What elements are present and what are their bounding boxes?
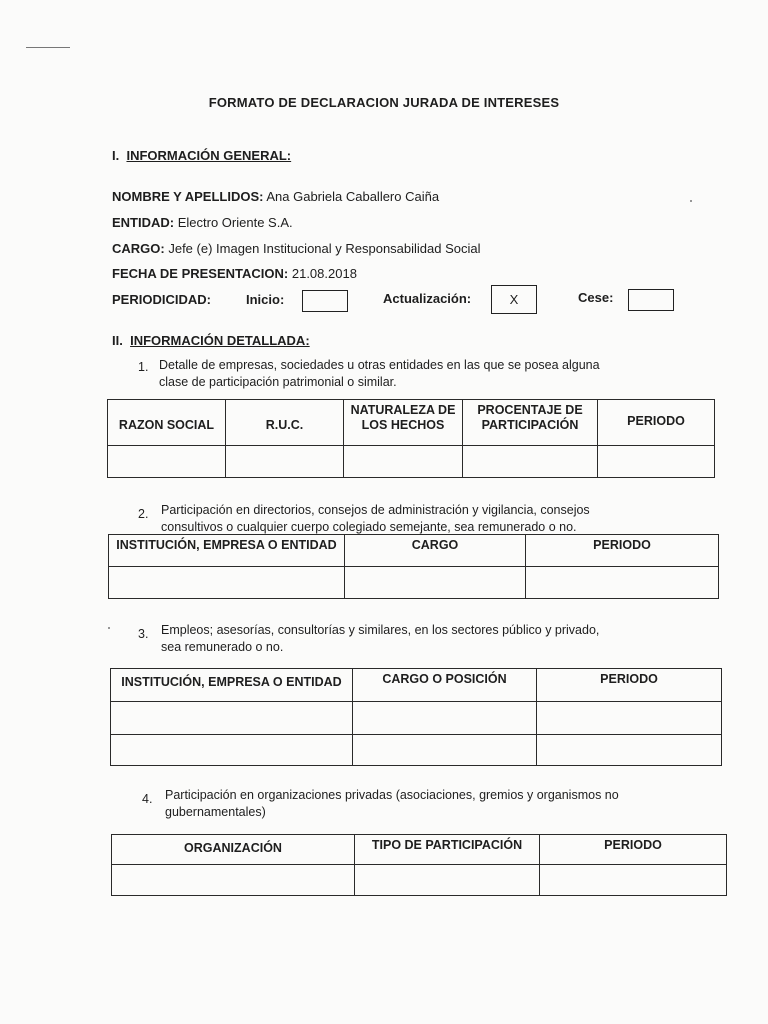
item-text-line: gubernamentales) [165,805,266,819]
section-general-heading [112,148,291,163]
cese-label: Cese: [578,290,614,305]
header-naturaleza: NATURALEZA DE LOS HECHOS [344,400,463,446]
table-header-row [109,535,719,567]
table-row [112,865,727,896]
header-tipo-participacion: TIPO DE PARTICIPACIÓN [355,835,540,865]
section-label: INFORMACIÓN GENERAL: [126,148,292,163]
table-cell[interactable] [526,567,719,599]
table-cell[interactable] [344,446,463,478]
item-text-line: Empleos; asesorías, consultorías y similares, en los sectores público y privado, [161,623,600,637]
item-3-number: 3. [138,627,149,641]
nombre-label: NOMBRE Y APELLIDOS: [112,189,264,204]
table-cell[interactable] [111,702,353,735]
fecha-value: 21.08.2018 [291,266,357,281]
header-periodo: PERIODO [540,835,727,865]
header-ruc: R.U.C. [226,400,344,446]
actualizacion-checkbox[interactable] [491,285,537,314]
item-4-number: 4. [142,792,153,806]
header-institucion: INSTITUCIÓN, EMPRESA O ENTIDAD [111,669,353,702]
periodicidad-label: PERIODICIDAD: [112,292,211,307]
item-text-line: clase de participación patrimonial o similar. [159,375,397,389]
item-1-text [159,357,600,391]
table-cell[interactable] [353,702,537,735]
item-text-line: Participación en directorios, consejos de administración y vigilancia, consejos [161,503,590,517]
item-text-line: sea remunerado o no. [161,640,284,654]
item-2-number: 2. [138,507,149,521]
table-row [108,446,715,478]
table-header-row [112,835,727,865]
table-row [111,702,722,735]
table-row [111,735,722,766]
inicio-checkbox[interactable] [302,290,348,312]
header-cargo: CARGO [345,535,526,567]
item-2-text [161,502,590,536]
section-number: I. [112,148,120,163]
header-periodo: PERIODO [598,400,715,446]
item-4-text [165,787,619,821]
section-number: II. [112,333,123,348]
item-text-line: consultivos o cualquier cuerpo colegiado semejante, sea remunerado o no. [161,520,577,534]
table-cell[interactable] [108,446,226,478]
entidad-field [112,215,293,230]
table-header-row [108,400,715,446]
cargo-value: Jefe (e) Imagen Institucional y Responsabilidad Social [168,241,481,256]
header-razon-social: RAZON SOCIAL [108,400,226,446]
cargo-field [112,241,481,256]
actualizacion-label: Actualización: [383,291,472,306]
section-label: INFORMACIÓN DETALLADA: [130,333,310,348]
table-cell[interactable] [226,446,344,478]
fecha-field [112,266,357,281]
cese-checkbox[interactable] [628,289,674,311]
header-organizacion: ORGANIZACIÓN [112,835,355,865]
inicio-label: Inicio: [246,292,285,307]
table-2 [108,534,719,599]
table-4 [111,834,727,896]
entidad-label: ENTIDAD: [112,215,175,230]
actualizacion-mark: X [509,292,519,307]
item-text-line: Detalle de empresas, sociedades u otras entidades en las que se posea alguna [159,358,600,372]
header-institucion: INSTITUCIÓN, EMPRESA O ENTIDAD [109,535,345,567]
table-row [109,567,719,599]
table-cell[interactable] [598,446,715,478]
scan-dot [690,200,692,202]
table-cell[interactable] [345,567,526,599]
header-periodo: PERIODO [526,535,719,567]
nombre-value: Ana Gabriela Caballero Caiña [266,189,440,204]
table-cell[interactable] [537,735,722,766]
table-cell[interactable] [355,865,540,896]
cargo-label: CARGO: [112,241,165,256]
table-cell[interactable] [112,865,355,896]
table-cell[interactable] [540,865,727,896]
table-header-row [111,669,722,702]
header-porcentaje: PROCENTAJE DE PARTICIPACIÓN [463,400,598,446]
header-cargo-posicion: CARGO O POSICIÓN [353,669,537,702]
table-cell[interactable] [537,702,722,735]
table-cell[interactable] [463,446,598,478]
table-cell[interactable] [353,735,537,766]
table-3 [110,668,722,766]
scan-dot [108,627,110,629]
nombre-field [112,189,439,204]
header-periodo: PERIODO [537,669,722,702]
table-cell[interactable] [111,735,353,766]
table-1 [107,399,715,478]
scan-mark [26,47,70,49]
item-3-text [161,622,599,656]
entidad-value: Electro Oriente S.A. [177,215,293,230]
document-title: FORMATO DE DECLARACION JURADA DE INTERESES [208,95,560,110]
section-detailed-heading [112,333,310,348]
fecha-label: FECHA DE PRESENTACION: [112,266,289,281]
item-text-line: Participación en organizaciones privadas (asociaciones, gremios y organismos no [165,788,619,802]
table-cell[interactable] [109,567,345,599]
item-1-number: 1. [138,360,149,374]
